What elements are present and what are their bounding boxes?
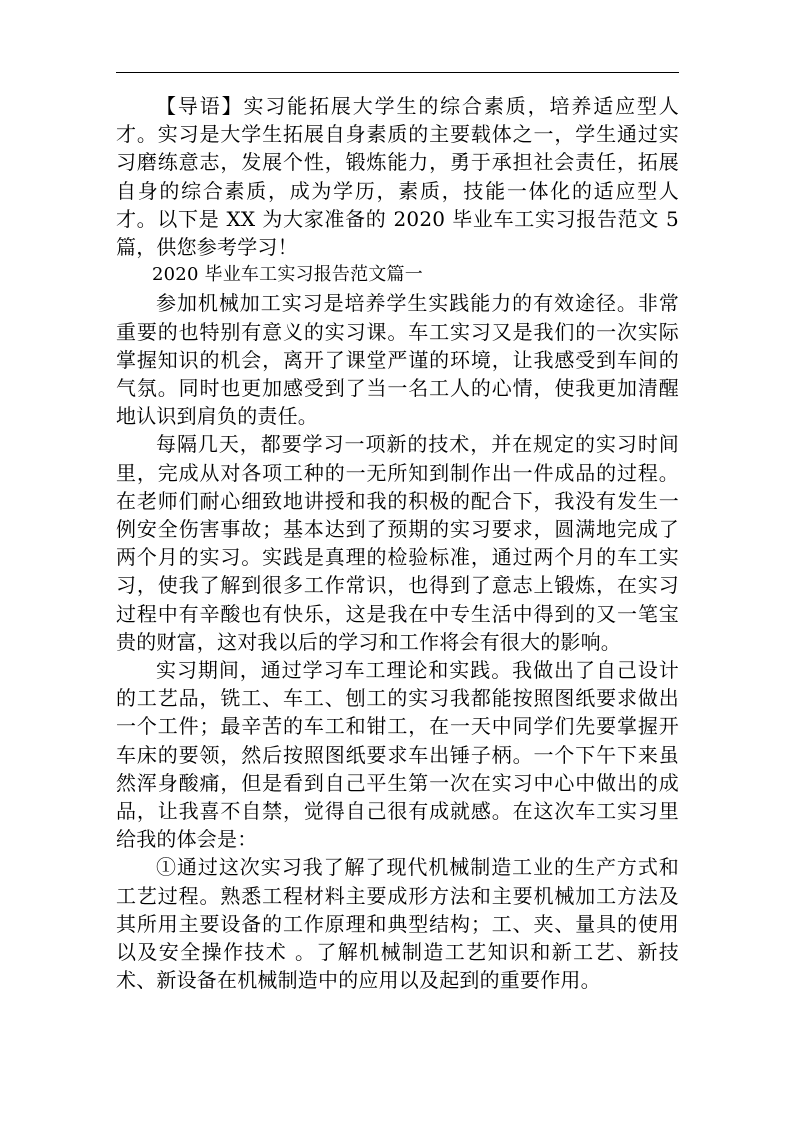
body-paragraph-3: 实习期间，通过学习车工理论和实践。我做出了自己设计的工艺品，铣工、车工、刨工的实习我都能按照图纸要求做出一个工件；最辛苦的车工和钳工，在一天中同学们先要掌握开车床的要领，然后按照图纸要求车出锤子柄。一个下午下来虽然浑身酸痛，但是看到自己平生第一次在实习中心中做出的成品，让我喜不自禁，觉得自己很有成就感。在这次车工实习里给我的体会是： xyxy=(116,658,679,852)
document-body xyxy=(116,92,679,995)
body-paragraph-1: 参加机械加工实习是培养学生实践能力的有效途径。非常重要的也特别有意义的实习课。车工实习又是我们的一次实际掌握知识的机会，离开了课堂严谨的环境，让我感受到车间的气氛。同时也更加感受到了当一名工人的心情，使我更加清醒地认识到肩负的责任。 xyxy=(116,291,679,429)
body-paragraph-2: 每隔几天，都要学习一项新的技术，并在规定的实习时间里，完成从对各项工种的一无所知到制作出一件成品的过程。在老师们耐心细致地讲授和我的积极的配合下，我没有发生一例安全伤害事故；基本达到了预期的实习要求，圆满地完成了两个月的实习。实践是真理的检验标准，通过两个月的车工实习，使我了解到很多工作常识，也得到了意志上锻炼，在实习过程中有辛酸也有快乐，这是我在中专生活中得到的又一笔宝贵的财富，这对我以后的学习和工作将会有很大的影响。 xyxy=(116,432,679,654)
body-paragraph-4: ①通过这次实习我了解了现代机械制造工业的生产方式和工艺过程。熟悉工程材料主要成形方法和主要机械加工方法及其所用主要设备的工作原理和典型结构；工、夹、量具的使用以及安全操作技术 。了解机械制造工艺知识和新工艺、新技术、新设备在机械制造中的应用以及起到的重要作用。 xyxy=(116,855,679,993)
section-heading: 2020 毕业车工实习报告范文篇一 xyxy=(152,264,423,286)
intro-paragraph: 【导语】实习能拓展大学生的综合素质，培养适应型人才。实习是大学生拓展自身素质的主要载体之一，学生通过实习磨练意志，发展个性，锻炼能力，勇于承担社会责任，拓展自身的综合素质，成为学历，素质，技能一体化的适应型人才。以下是 XX 为大家准备的 2020 毕业车工实习报告范文 5 篇，供您参考学习！ xyxy=(116,94,679,260)
header-rule xyxy=(116,72,679,73)
